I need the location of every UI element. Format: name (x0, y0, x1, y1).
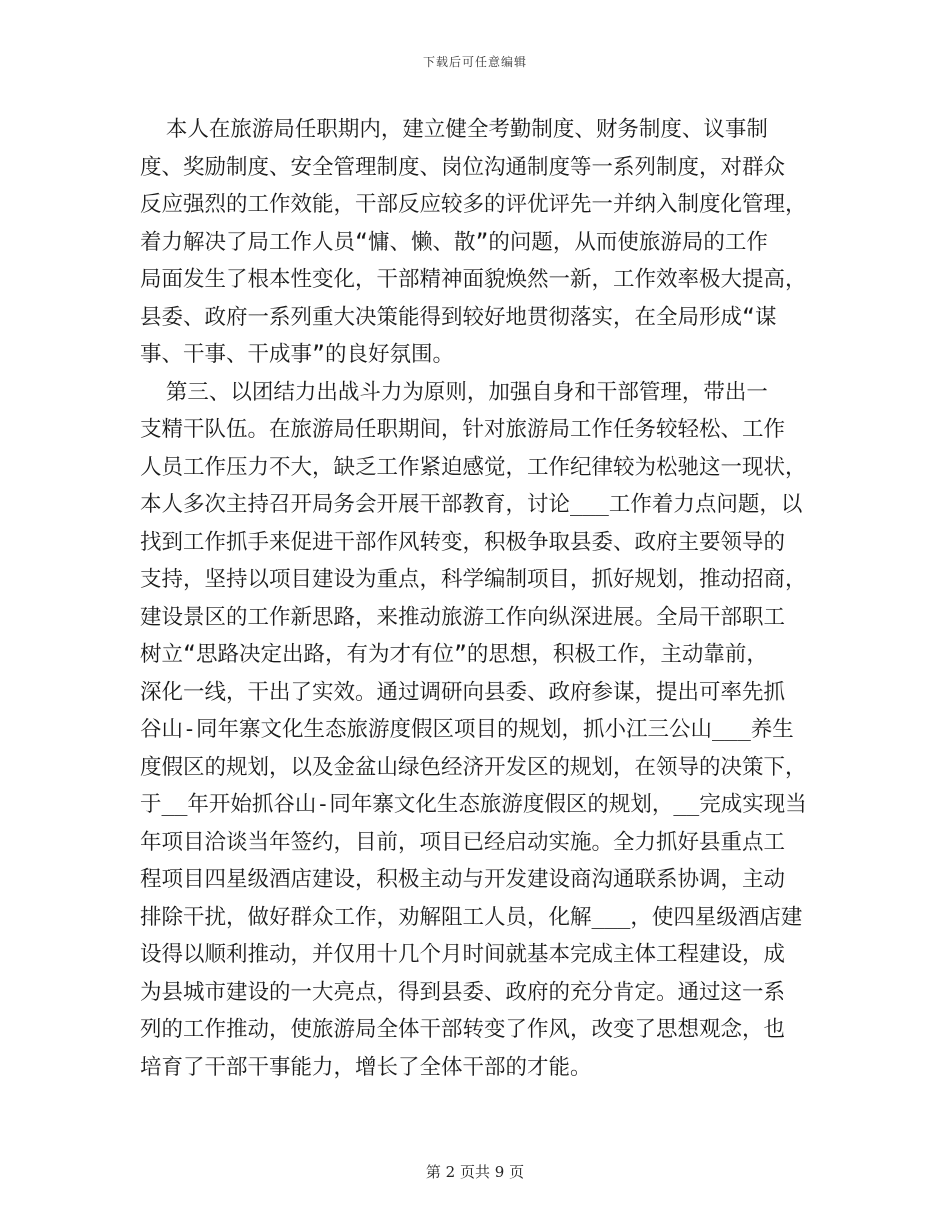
paragraph-line: 为县城市建设的一大亮点，得到县委、政府的充分肯定。通过这一系 (140, 979, 786, 1005)
paragraph-line: 着力解决了局工作人员“慵、懒、散”的问题，从而使旅游局的工作 (140, 229, 768, 255)
paragraph-line: 年项目洽谈当年签约，目前，项目已经启动实施。全力抓好县重点工 (140, 829, 786, 855)
paragraph-line: 局面发生了根本性变化，干部精神面貌焕然一新，工作效率极大提高， (140, 267, 807, 292)
paragraph-line: 排除干扰，做好群众工作，劝解阻工人员，化解___，使四星级酒店建 (140, 904, 803, 930)
document-body (140, 111, 808, 1086)
paragraph-line: 培育了干部干事能力，增长了全体干部的才能。 (140, 1054, 592, 1080)
paragraph-1 (140, 111, 808, 374)
paragraph-line: 第三、以团结力出战斗力为原则，加强自身和干部管理，带出一 (140, 379, 768, 405)
paragraph-line: 建设景区的工作新思路，来推动旅游工作向纵深进展。全局干部职工 (140, 604, 786, 630)
paragraph-line: 设得以顺利推动，并仅用十几个月时间就基本完成主体工程建设，成 (140, 942, 786, 967)
paragraph-2 (140, 374, 808, 1087)
paragraph-line: 支精干队伍。在旅游局任职期间，针对旅游局工作任务较轻松、工作 (140, 417, 786, 442)
page-header: 下载后可任意编辑 (422, 55, 527, 69)
paragraph-line: 列的工作推动，使旅游局全体干部转变了作风，改变了思想观念，也 (140, 1017, 786, 1042)
paragraph-line: 谷山-同年寨文化生态旅游度假区项目的规划，抓小江三公山___养生 (140, 717, 794, 742)
paragraph-line: 深化一线，干出了实效。通过调研向县委、政府参谋，提出可率先抓 (140, 679, 786, 705)
paragraph-line: 人员工作压力不大，缺乏工作紧迫感觉，工作纪律较为松驰这一现状， (140, 454, 807, 480)
paragraph-line: 树立“思路决定出路，有为才有位”的思想，积极工作，主动靠前， (140, 642, 768, 667)
paragraph-line: 支持，坚持以项目建设为重点，科学编制项目，抓好规划，推动招商， (140, 567, 807, 592)
paragraph-line: 事、干事、干成事”的良好氛围。 (140, 342, 454, 367)
paragraph-line: 度、奖励制度、安全管理制度、岗位沟通制度等一系列制度，对群众 (140, 154, 786, 180)
paragraph-line: 县委、政府一系列重大决策能得到较好地贯彻落实，在全局形成“谋 (140, 304, 777, 330)
paragraph-line: 反应强烈的工作效能，干部反应较多的评优评先一并纳入制度化管理， (140, 192, 807, 217)
paragraph-line: 度假区的规划，以及金盆山绿色经济开发区的规划，在领导的决策下， (140, 754, 807, 780)
paragraph-line: 本人在旅游局任职期内，建立健全考勤制度、财务制度、议事制 (140, 117, 768, 142)
paragraph-line: 于__年开始抓谷山-同年寨文化生态旅游度假区的规划，__完成实现当 (140, 792, 807, 817)
paragraph-line: 找到工作抓手来促进干部作风转变，积极争取县委、政府主要领导的 (140, 529, 786, 555)
page-footer: 第 2 页共 9 页 (425, 1163, 525, 1181)
paragraph-line: 本人多次主持召开局务会开展干部教育，讨论___工作着力点问题，以 (140, 492, 803, 517)
paragraph-line: 程项目四星级酒店建设，积极主动与开发建设商沟通联系协调，主动 (140, 867, 786, 892)
